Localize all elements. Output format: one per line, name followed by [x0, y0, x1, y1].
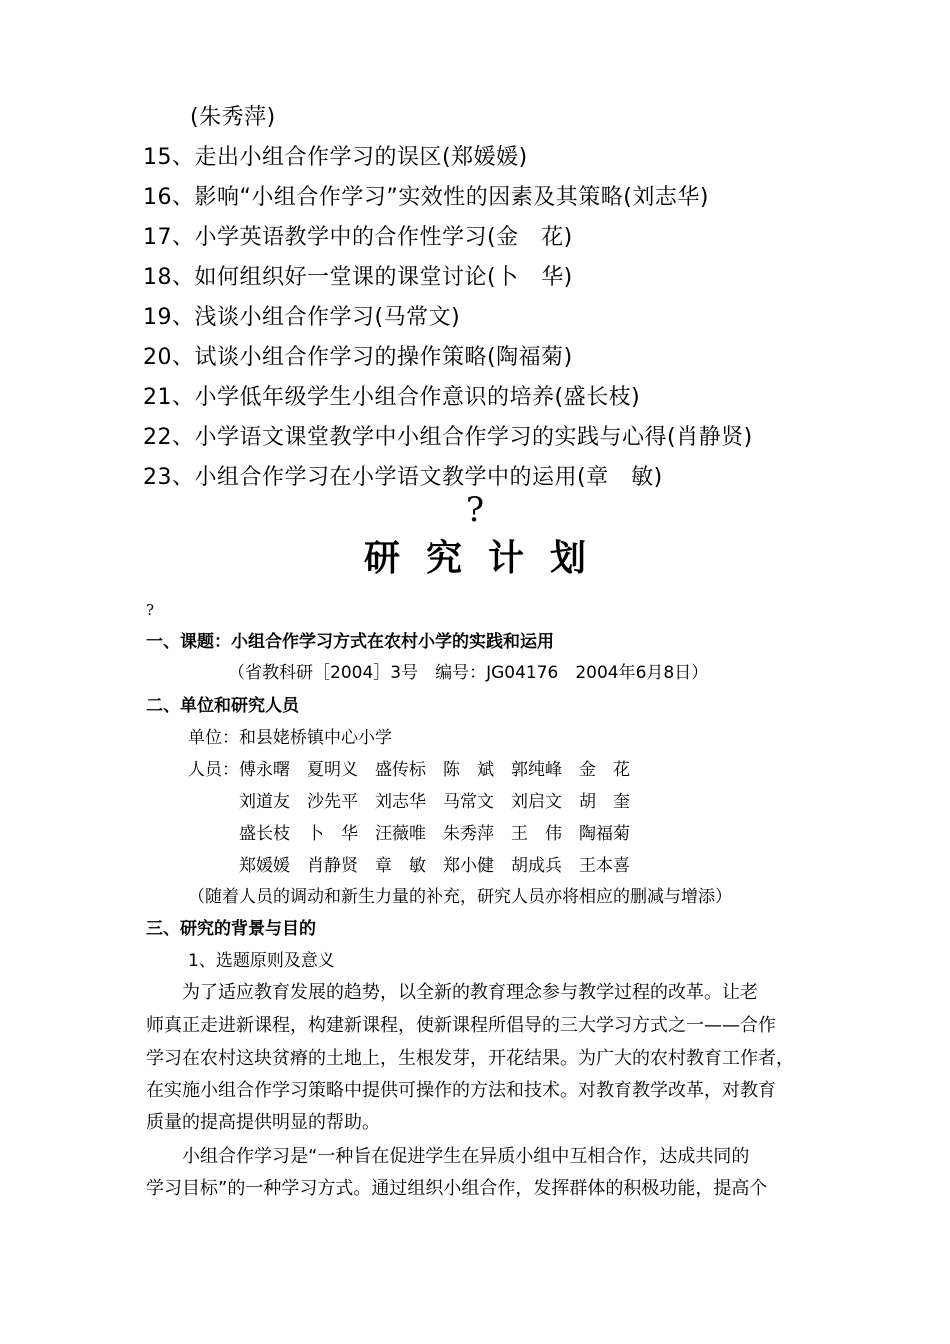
paragraph-line: 学习目标”的一种学习方式。通过组织小组合作，发挥群体的积极功能，提高个 [146, 1178, 768, 1199]
paragraph-line: 为了适应教育发展的趋势，以全新的教育理念参与教学过程的改革。让老 [146, 982, 758, 1003]
list-item: 22、小学语文课堂教学中小组合作学习的实践与心得(肖静贤) [143, 425, 753, 450]
list-item: 19、浅谈小组合作学习(马常文) [143, 305, 461, 330]
paragraph-line: 小组合作学习是“一种旨在促进学生在异质小组中互相合作，达成共同的 [146, 1146, 750, 1167]
placeholder-glyph: ? [465, 490, 485, 530]
section-heading: 二、单位和研究人员 [146, 696, 299, 716]
paragraph-line: 在实施小组合作学习策略中提供可操作的方法和技术。对教育教学改革，对教育 [146, 1080, 776, 1101]
placeholder-glyph-small: ? [146, 601, 155, 619]
list-item: 16、影响“小组合作学习”实效性的因素及其策略(刘志华) [143, 185, 709, 210]
list-item: 20、试谈小组合作学习的操作策略(陶福菊) [143, 345, 573, 370]
members-line: 人员：傅永曙 夏明义 盛传标 陈 斌 郭纯峰 金 花 [188, 760, 630, 780]
members-line: 郑媛媛 肖静贤 章 敏 郑小健 胡成兵 王本喜 [188, 856, 630, 876]
members-line: 刘道友 沙先平 刘志华 马常文 刘启文 胡 奎 [188, 792, 630, 812]
list-item: (朱秀萍) [190, 105, 276, 130]
list-item: 17、小学英语教学中的合作性学习(金 花) [143, 225, 573, 250]
members-note: （随着人员的调动和新生力量的补充，研究人员亦将相应的删减与增添） [188, 887, 732, 907]
page-title: 研究计划 [363, 538, 612, 579]
paragraph-line: 质量的提高提供明显的帮助。 [146, 1112, 380, 1133]
list-item: 15、走出小组合作学习的误区(郑媛媛) [143, 145, 528, 170]
list-item: 23、小组合作学习在小学语文教学中的运用(章 敏) [143, 465, 663, 490]
section-heading: 三、研究的背景与目的 [146, 919, 316, 939]
paragraph-line: 学习在农村这块贫瘠的土地上，生根发芽，开花结果。为广大的农村教育工作者， [146, 1048, 794, 1069]
section-subline: （省教科研［2004］3号 编号：JG04176 2004年6月8日） [228, 663, 709, 683]
paragraph-line: 师真正走进新课程，构建新课程，使新课程所倡导的三大学习方式之一——合作 [146, 1015, 776, 1036]
section-heading: 一、课题：小组合作学习方式在农村小学的实践和运用 [146, 632, 554, 652]
subsection-heading: 1、选题原则及意义 [188, 951, 335, 971]
members-line: 盛长枝 卜 华 汪薇唯 朱秀萍 王 伟 陶福菊 [188, 824, 630, 844]
list-item: 21、小学低年级学生小组合作意识的培养(盛长枝) [143, 385, 641, 410]
unit-line: 单位：和县姥桥镇中心小学 [188, 728, 392, 748]
list-item: 18、如何组织好一堂课的课堂讨论(卜 华) [143, 265, 573, 290]
